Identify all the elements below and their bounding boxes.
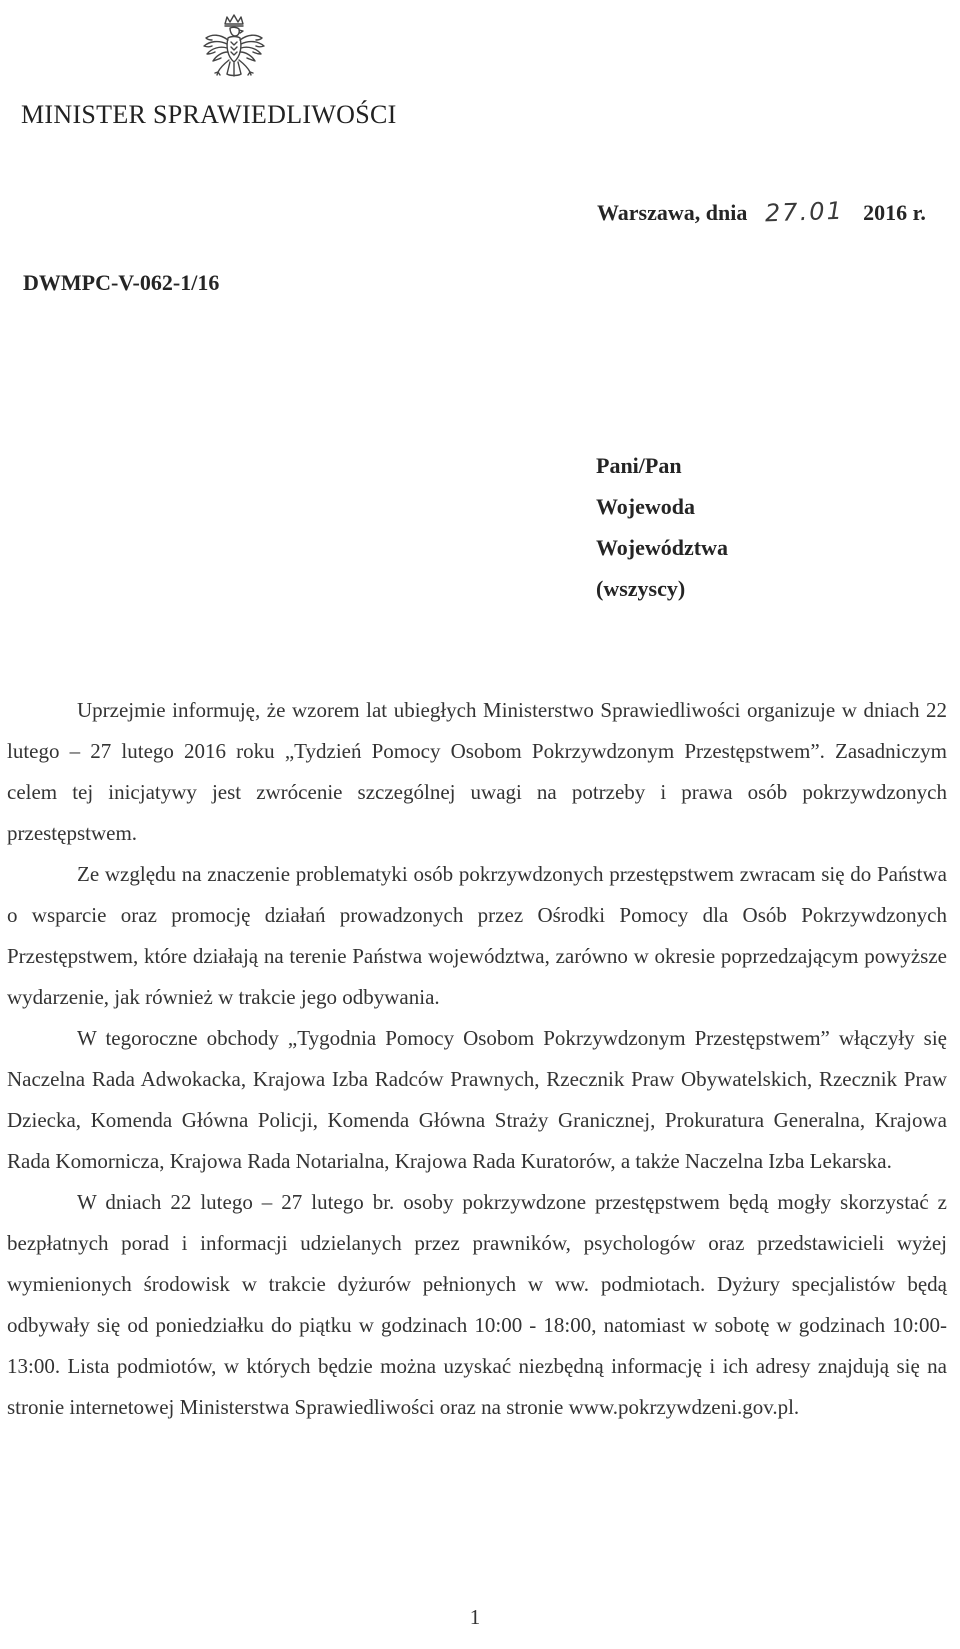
recipient-line: Wojewoda: [596, 494, 695, 519]
recipient-block: [596, 445, 728, 609]
dateline-year: 2016 r.: [863, 200, 926, 225]
recipient-line: Województwa: [596, 535, 728, 560]
body-paragraph: Ze względu na znaczenie problematyki osób pokrzywdzonych przestępstwem zwracam się do Państwa o wsparcie oraz promocję działań prowadzonych przez Ośrodki Pomocy dla Osób Pokrzywdzonych Przestępstwem, które działają na terenie Państwa województwa, zarówno w okresie poprzedzającym powyższe wydarzenie, jak również w trakcie jego odbywania.: [7, 862, 947, 1009]
ministry-title: MINISTER SPRAWIEDLIWOŚCI: [21, 100, 397, 129]
page-number: 1: [469, 1605, 481, 1629]
body-paragraph: W dniach 22 lutego – 27 lutego br. osoby pokrzywdzone przestępstwem będą mogły skorzystać z bezpłatnych porad i informacji udzielanych przez prawników, psychologów oraz przedstawicieli wyżej wymienionych środowisk w trakcie dyżurów pełnionych w ww. podmiotach. Dyżury specjalistów będą odbywały się od poniedziałku do piątku w godzinach 10:00 - 18:00, natomiast w sobotę w godzinach 10:00-13:00. Lista podmiotów, w których będzie można uzyskać niezbędną informację i ich adresy znajdują się na stronie internetowej Ministerstwa Sprawiedliwości oraz na stronie www.pokrzywdzeni.gov.pl.: [7, 1190, 947, 1419]
letter-body: [7, 690, 947, 1428]
dateline: [597, 198, 926, 226]
polish-eagle-emblem-icon: [200, 14, 268, 88]
reference-number: DWMPC-V-062-1/16: [23, 270, 220, 295]
recipient-line: Pani/Pan: [596, 453, 682, 478]
body-paragraph: Uprzejmie informuję, że wzorem lat ubiegłych Ministerstwo Sprawiedliwości organizuje w dniach 22 lutego – 27 lutego 2016 roku „Tydzień Pomocy Osobom Pokrzywdzonym Przestępstwem”. Zasadniczym celem tej inicjatywy jest zwrócenie szczególnej uwagi na potrzeby i prawa osób pokrzywdzonych przestępstwem.: [7, 698, 947, 845]
handwritten-date: 27.01: [764, 196, 845, 228]
body-paragraph: W tegoroczne obchody „Tygodnia Pomocy Osobom Pokrzywdzonym Przestępstwem” włączyły się Naczelna Rada Adwokacka, Krajowa Izba Radców Prawnych, Rzecznik Praw Obywatelskich, Rzecznik Praw Dziecka, Komenda Główna Policji, Komenda Główna Straży Granicznej, Prokuratura Generalna, Krajowa Rada Komornicza, Krajowa Rada Notarialna, Krajowa Rada Kuratorów, a także Naczelna Izba Lekarska.: [7, 1026, 947, 1173]
dateline-place: Warszawa, dnia: [597, 200, 748, 225]
recipient-line: (wszyscy): [596, 576, 686, 601]
